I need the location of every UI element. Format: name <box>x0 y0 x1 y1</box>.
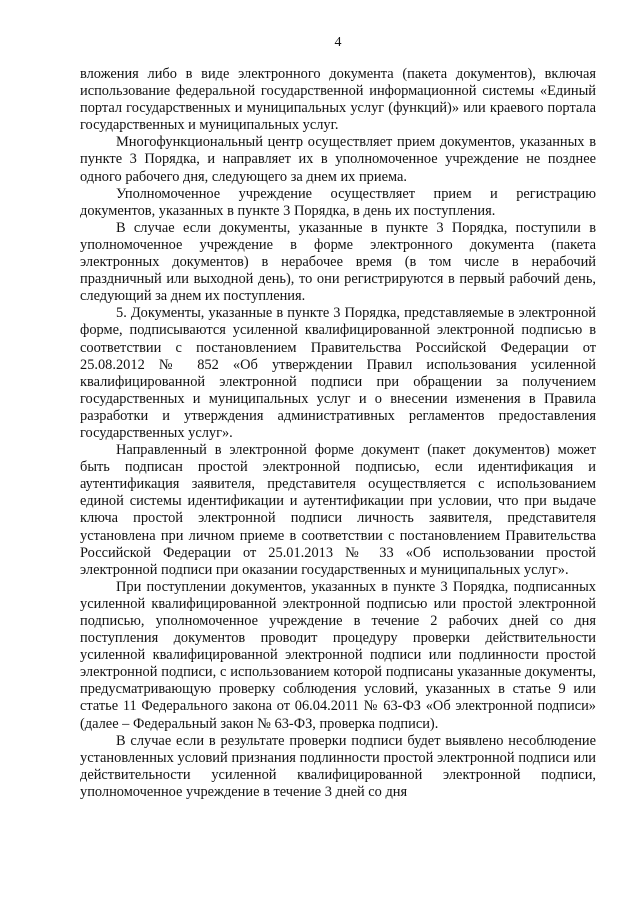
paragraph-mfc-reception: Многофункциональный центр осуществляет прием документов, указанных в пункте 3 Порядка, и направляет их в уполномоченное учреждение не позднее одного рабочего дня, следующего за днем их приема. <box>80 134 596 185</box>
paragraph-registration: Уполномоченное учреждение осуществляет прием и регистрацию документов, указанных в пункте 3 Порядка, в день их поступления. <box>80 185 596 219</box>
paragraph-non-working-time: В случае если документы, указанные в пункте 3 Порядка, поступили в уполномоченное учреждение в форме электронного документа (пакета электронных документов) в нерабочее время (в том числе в нерабочий праздничный или выходной день), то они регистрируются в первый рабочий день, следующий за днем их поступления. <box>80 219 596 305</box>
paragraph-item-5-qualified-signature: 5. Документы, указанные в пункте 3 Порядка, представляемые в электронной форме, подписываются усиленной квалифицированной электронной подписью в соответствии с постановлением Правительства Российской Федерации от 25.08.2012 № 852 «Об утверждении Правил использования усиленной квалифицированной электронной подписи при обращении за получением государственных и муниципальных услуг и о внесении изменения в Правила разработки и утверждения административных регламентов предоставления государственных услуг». <box>80 305 596 441</box>
paragraph-signature-verification: При поступлении документов, указанных в пункте 3 Порядка, подписанных усиленной квалифицированной электронной подписью или простой электронной подписью, уполномоченное учреждение в течение 2 рабочих дней со дня поступления документов проводит процедуру проверки действительности усиленной квалифицированной электронной подписи или подлинности простой электронной подписи, с использованием которой подписаны указанные документы, предусматривающую проверку соблюдения условий, указанных в статье 9 или статье 11 Федерального закона от 06.04.2011 № 63-ФЗ «Об электронной подписи» (далее – Федеральный закон № 63-ФЗ, проверка подписи). <box>80 578 596 732</box>
paragraph-simple-signature: Направленный в электронной форме документ (пакет документов) может быть подписан простой электронной подписью, если идентификация и аутентификация заявителя, представителя осуществляется с использованием единой системы идентификации и аутентификации при условии, что при выдаче ключа простой электронной подписи личность заявителя, представителя установлена при личном приеме в соответствии с постановлением Правительства Российской Федерации от 25.01.2013 № 33 «Об использовании простой электронной подписи при оказании государственных и муниципальных услуг». <box>80 442 596 578</box>
page-number: 4 <box>334 35 342 50</box>
paragraph-verification-failure: В случае если в результате проверки подписи будет выявлено несоблюдение установленных условий признания подлинности простой электронной подписи или действительности усиленной квалифицированной электронной подписи, уполномоченное учреждение в течение 3 дней со дня <box>80 732 596 800</box>
paragraph-submission-methods: вложения либо в виде электронного документа (пакета документов), включая использование федеральной государственной информационной системы «Единый портал государственных и муниципальных услуг (функций)» или краевого портала государственных и муниципальных услуг. <box>80 66 596 134</box>
